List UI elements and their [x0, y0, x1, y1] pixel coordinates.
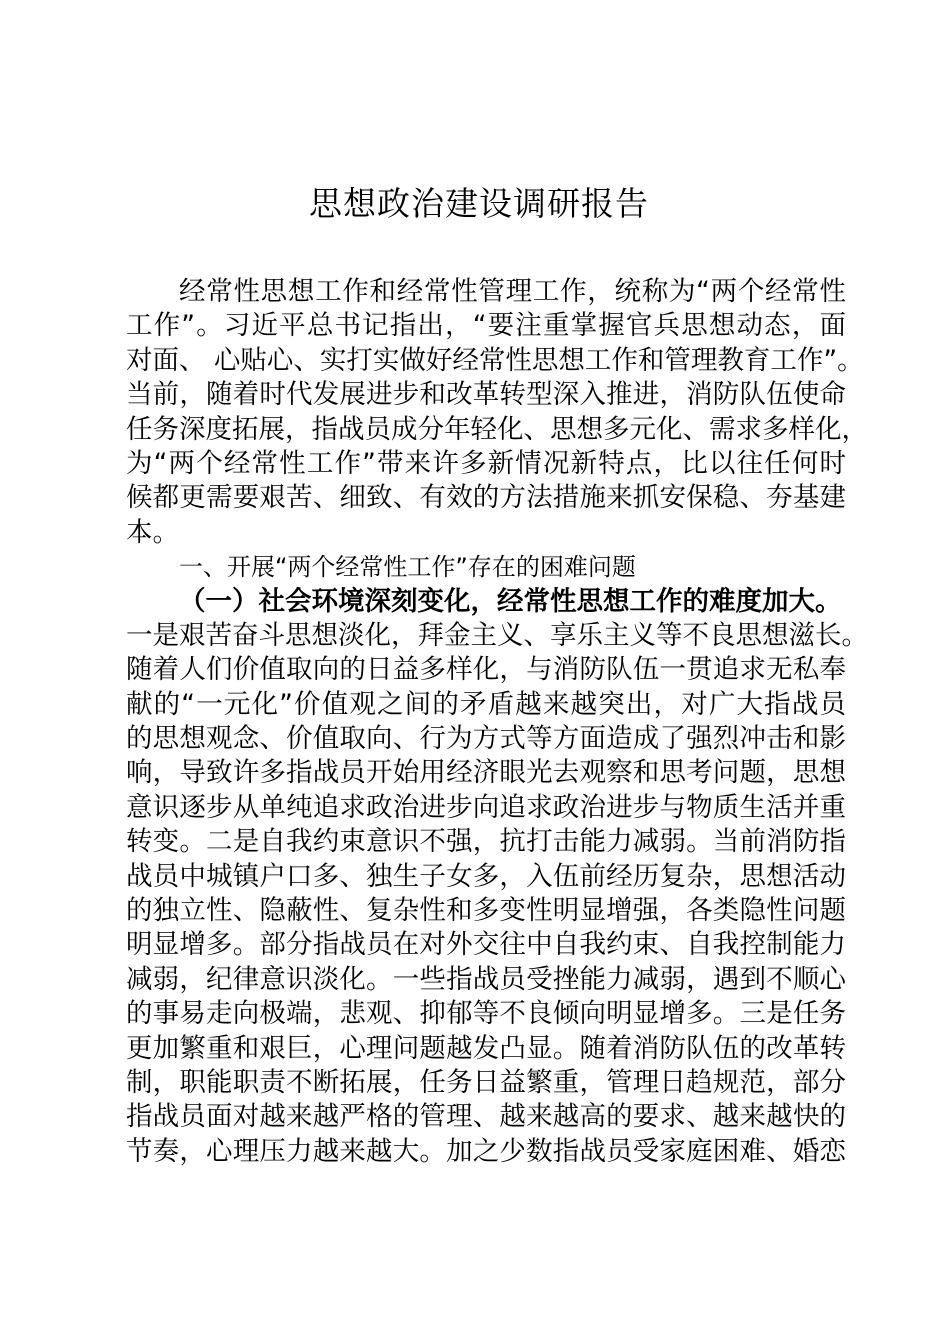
intro-line: 当前，随着时代发展进步和改革转型深入推进，消防队伍使命 [126, 379, 846, 411]
body-line: 减弱，纪律意识淡化。一些指战员受挫能力减弱，遇到不顺心 [126, 963, 846, 995]
intro-line: 对面、 心贴心、实打实做好经常性思想工作和管理教育工作”。 [126, 344, 864, 376]
body-line: 的独立性、隐蔽性、复杂性和多变性明显增强，各类隐性问题 [126, 895, 846, 927]
body-line: 响，导致许多指战员开始用经济眼光去观察和思考问题，思想 [126, 757, 846, 789]
intro-line: 本。 [126, 516, 179, 548]
body-line: 的思想观念、价值取向、行为方式等方面造成了强烈冲击和影 [126, 723, 846, 755]
body-line: 指战员面对越来越严格的管理、越来越高的要求、越来越快的 [126, 1101, 846, 1133]
body-line: 献的“一元化”价值观之间的矛盾越来越突出，对广大指战员 [126, 688, 846, 720]
body-line: 战员中城镇户口多、独生子女多，入伍前经历复杂，思想活动 [126, 860, 846, 892]
subsection-heading: （一）社会环境深刻变化，经常性思想工作的难度加大。 [179, 585, 842, 617]
body-line: 转变。二是自我约束意识不强，抗打击能力减弱。当前消防指 [126, 826, 846, 858]
body-line: 一是艰苦奋斗思想淡化，拜金主义、享乐主义等不良思想滋长。 [126, 619, 868, 651]
body-line: 制，职能职责不断拓展，任务日益繁重，管理日趋规范，部分 [126, 1066, 846, 1098]
intro-line: 任务深度拓展，指战员成分年轻化、思想多元化、需求多样化， [126, 413, 868, 445]
body-line: 意识逐步从单纯追求政治进步向追求政治进步与物质生活并重 [126, 791, 846, 823]
section-heading: 一、开展“两个经常性工作”存在的困难问题 [179, 553, 636, 582]
body-line: 更加繁重和艰巨，心理问题越发凸显。随着消防队伍的改革转 [126, 1032, 846, 1064]
body-line: 节奏，心理压力越来越大。加之少数指战员受家庭困难、婚恋 [126, 1135, 846, 1167]
body-line: 随着人们价值取向的日益多样化，与消防队伍一贯追求无私奉 [126, 654, 846, 686]
document-body [126, 275, 868, 1169]
body-line: 明显增多。部分指战员在对外交往中自我约束、自我控制能力 [126, 929, 846, 961]
intro-line: 工作”。习近平总书记指出，“要注重掌握官兵思想动态，面 [126, 310, 846, 342]
intro-line: 候都更需要艰苦、细致、有效的方法措施来抓安保稳、夯基建 [126, 482, 846, 514]
document-title: 思想政治建设调研报告 [309, 184, 649, 223]
intro-line: 经常性思想工作和经常性管理工作，统称为“两个经常性 [179, 276, 846, 307]
body-line: 的事易走向极端，悲观、抑郁等不良倾向明显增多。三是任务 [126, 998, 846, 1030]
intro-line: 为“两个经常性工作”带来许多新情况新特点，比以往任何时 [126, 447, 846, 479]
